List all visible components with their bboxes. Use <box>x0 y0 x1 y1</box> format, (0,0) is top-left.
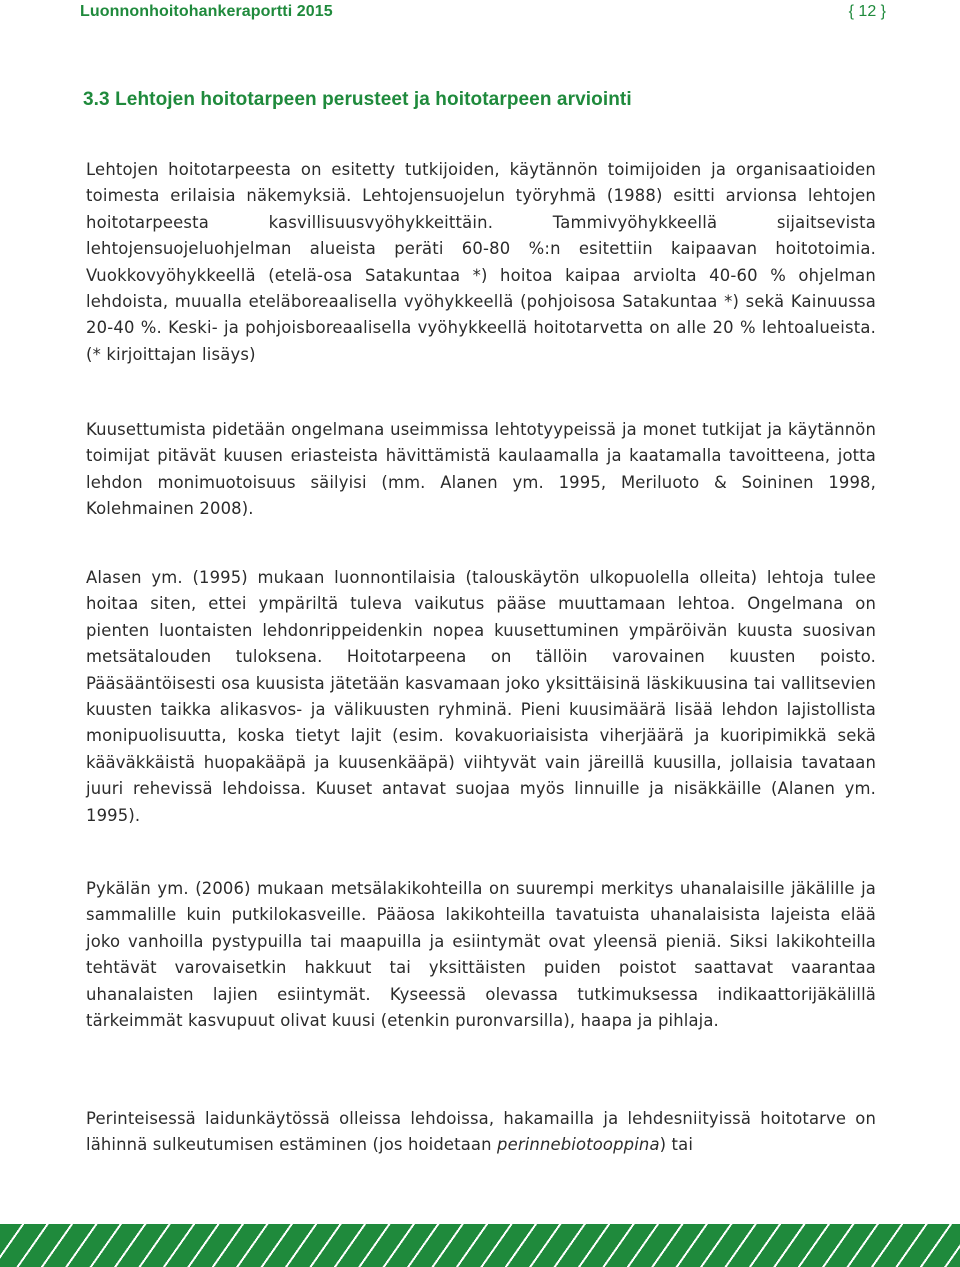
paragraph-text-start: Perinteisessä laidunkäytössä olleissa lehdoissa, hakamailla ja lehdesniityissä hoitotarve on lähinnä sulkeutumisen estäminen (jos hoidetaan <box>86 1109 876 1155</box>
report-title: Luonnonhoitohankeraportti 2015 <box>80 3 333 20</box>
section-heading: 3.3 Lehtojen hoitotarpeen perusteet ja hoitotarpeen arviointi <box>83 89 632 110</box>
footer-decorative-band <box>0 1224 960 1267</box>
page-number: { 12 } <box>848 3 886 20</box>
paragraph-hoitotarve-arviot: Lehtojen hoitotarpeesta on esitetty tutkijoiden, käytännön toimijoiden ja organisaatioiden toimesta erilaisia näkemyksiä. Lehtojensuojelun työryhmä (1988) esitti arvionsa lehtojen hoitotarpeesta kasvillisuusvyöhykkeittäin. Tammivyöhykkeellä sijaitsevista lehtojensuojeluohjelman alueista peräti 60-80 %:n esitettiin kaipaavan hoitotoimia. Vuokkovyöhykkeellä (etelä-osa Satakuntaa *) hoitoa kaipaa arviolta 40-60 % ohjelman lehdoista, muualla eteläboreaalisella vyöhykkeellä (pohjoisosa Satakuntaa *) sekä Kainuussa 20-40 %. Keski- ja pohjoisboreaalisella vyöhykkeellä hoitotarvetta on alle 20 % lehtoalueista. (* kirjoittajan lisäys) <box>86 160 876 364</box>
page-header <box>80 3 886 25</box>
paragraph-kuusettuminen: Kuusettumista pidetään ongelmana useimmissa lehtotyypeissä ja monet tutkijat ja käytännön toimijat pitävät kuusen eriasteista hävittämistä kaulaamalla ja kaatamalla tavoitteena, jotta lehdon monimuotoisuus säilyisi (mm. Alanen ym. 1995, Meriluoto & Soininen 1998, Kolehmainen 2008). <box>86 420 876 519</box>
paragraph-pykala: Pykälän ym. (2006) mukaan metsälakikohteilla on suurempi merkitys uhanalaisille jäkälille ja sammalille kuin putkilokasveille. Pääosa lakikohteilla tavatuista uhanalaisista lajeista elää joko vanhoilla pystypuilla tai maapuilla ja esiintymät ovat yleensä pieniä. Siksi lakikohteilla tehtävät varovaisetkin hakkuut tai yksittäisten puiden poistot saattavat vaarantaa uhanalaisten lajien esiintymät. Kyseessä olevassa tutkimuksessa indikaattorijäkälillä tärkeimmät kasvupuut olivat kuusi (etenkin puronvarsilla), haapa ja pihlaja. <box>86 879 876 1031</box>
paragraph-alanen: Alasen ym. (1995) mukaan luonnontilaisia (talouskäytön ulkopuolella olleita) lehtoja tulee hoitaa siten, ettei ympäriltä tuleva vaikutus pääse muuttamaan lehtoa. Ongelmana on pienten luontaisten lehdonrippeidenkin nopea kuusettuminen ympäröivän kuusta suosivan metsätalouden tuloksena. Hoitotarpeena on tällöin varovainen kuusten poisto. Pääsääntöisesti osa kuusista jätetään kasvamaan joko yksittäisinä läskikuusina tai vallitsevien kuusten taikka alikasvos- ja välikuusten ryhminä. Pieni kuusimäärä lisää lehdon lajistollista monipuolisuutta, koska tietyt lajit (esim. kovakuoriaisista viherjäärä ja kuoripimikkä sekä kääväkkäistä huopakääpä ja kuusenkääpä) viihtyvät vain järeillä kuusilla, jollaisia tavataan juuri rehevissä lehdoissa. Kuuset antavat suojaa myös linnuille ja nisäkkäille (Alanen ym. 1995). <box>86 568 876 825</box>
paragraph-perinteinen-laidunkaytto <box>86 1106 876 1159</box>
italic-term: perinnebiotooppina <box>497 1135 660 1155</box>
paragraph-text-end: ) tai <box>659 1135 694 1155</box>
